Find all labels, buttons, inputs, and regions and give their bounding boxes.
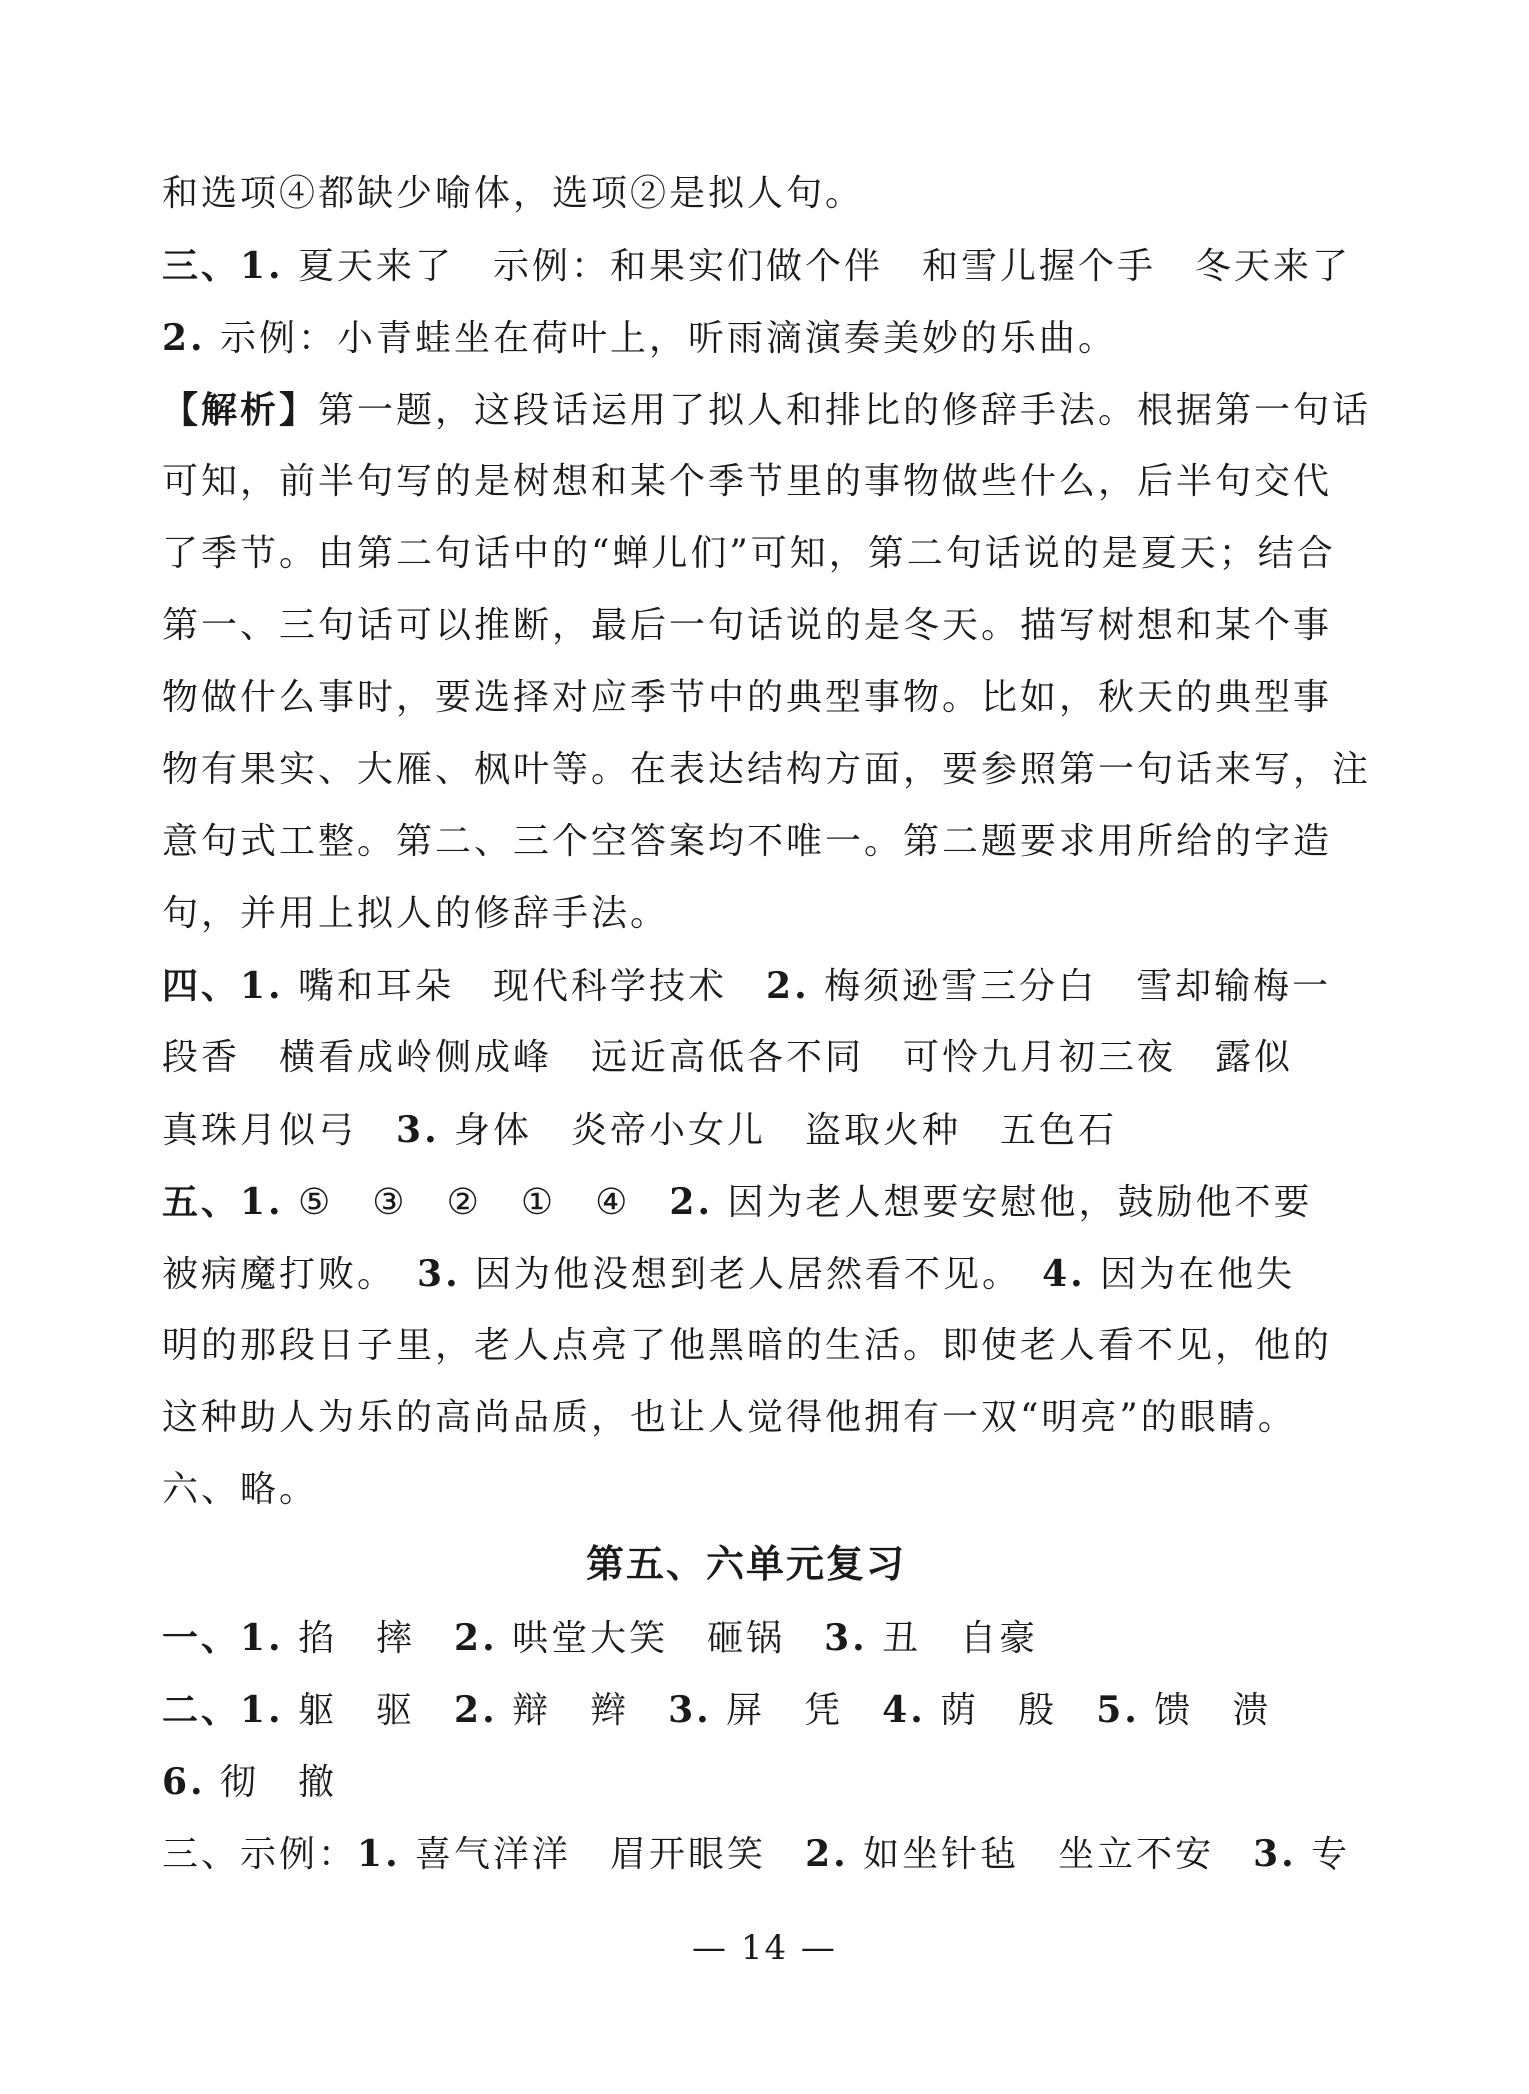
- line-text: 明的那段日子里，老人点亮了他黑暗的生活。即使老人看不见，他的: [162, 1325, 1333, 1366]
- line-text: 可知，前半句写的是树想和某个季节里的事物做些什么，后半句交代: [162, 461, 1333, 502]
- question-number: 四、1.: [162, 965, 284, 1007]
- analysis-label: 【解析】: [162, 389, 319, 431]
- question-number: 2.: [454, 1617, 498, 1659]
- question-number: 2.: [162, 317, 206, 359]
- text-line: [162, 446, 1333, 518]
- question-number: 2.: [805, 1833, 849, 1875]
- question-number: 三、1.: [162, 245, 284, 287]
- text-line: [162, 1382, 1330, 1454]
- line-text: 梅须逊雪三分白 雪却输梅一: [809, 966, 1332, 1007]
- line-text: 喜气洋洋 眉开眼笑: [400, 1834, 806, 1875]
- question-number: 2.: [454, 1689, 498, 1731]
- text-line: [162, 1094, 1330, 1166]
- line-text: 三、示例：: [162, 1834, 358, 1875]
- text-line: [162, 374, 1372, 446]
- text-line: [162, 158, 1330, 230]
- text-line: [162, 734, 1372, 806]
- line-text: 因为在他失: [1085, 1254, 1296, 1295]
- question-number: 3.: [824, 1617, 868, 1659]
- line-text: 辩 辫: [497, 1690, 669, 1731]
- line-text: 意句式工整。第二、三个空答案均不唯一。第二题要求用所给的字造: [162, 821, 1333, 862]
- answer-text-body: [162, 158, 1372, 1890]
- text-line: [162, 230, 1352, 302]
- line-text: 哄堂大笑 砸锅: [497, 1618, 825, 1659]
- line-text: 了季节。由第二句话中的“蝉儿们”可知，第二句话说的是夏天；结合: [162, 533, 1336, 574]
- text-line: [162, 1238, 1330, 1310]
- question-number: 5.: [1096, 1689, 1140, 1731]
- question-number: 五、1.: [162, 1181, 284, 1223]
- line-text: 第一题，这段话运用了拟人和排比的修辞手法。根据第一句话: [318, 390, 1372, 431]
- line-text: 段香 横看成岭侧成峰 远近高低各不同 可怜九月初三夜 露似: [162, 1037, 1294, 1078]
- line-text: 六、略。: [162, 1469, 319, 1510]
- text-line: [162, 302, 1330, 374]
- line-text: 夏天来了 示例：和果实们做个伴 和雪儿握个手 冬天来了: [283, 246, 1352, 287]
- text-line: [162, 1454, 1330, 1526]
- text-line: [162, 518, 1336, 590]
- section-title: 第五、六单元复习: [585, 1542, 906, 1586]
- line-text: 屏 凭: [711, 1690, 883, 1731]
- text-line: [162, 1310, 1333, 1382]
- line-text: 示例：小青蛙坐在荷叶上，听雨滴演奏美妙的乐曲。: [205, 318, 1118, 359]
- line-text: 句，并用上拟人的修辞手法。: [162, 893, 670, 934]
- line-text: 真珠月似弓: [162, 1110, 397, 1151]
- text-line: [162, 1602, 1330, 1674]
- line-text: 身体 炎帝小女儿 盗取火种 五色石: [439, 1110, 1118, 1151]
- line-text: 因为他没想到老人居然看不见。: [460, 1254, 1043, 1295]
- line-text: 躯 驱: [283, 1690, 455, 1731]
- line-text: 如坐针毡 坐立不安: [848, 1834, 1254, 1875]
- text-line: [162, 1746, 1330, 1818]
- line-text: 馈 溃: [1139, 1690, 1272, 1731]
- text-line: [162, 1674, 1330, 1746]
- line-text: 嘴和耳朵 现代科学技术: [283, 966, 767, 1007]
- line-text: 彻 撤: [205, 1762, 338, 1803]
- question-number: 2.: [766, 965, 810, 1007]
- question-number: 4.: [1042, 1253, 1086, 1295]
- text-line: [162, 1818, 1351, 1890]
- question-number: 二、1.: [162, 1689, 284, 1731]
- question-number: 4.: [882, 1689, 926, 1731]
- question-number: 2.: [669, 1181, 713, 1223]
- line-text: 荫 殷: [925, 1690, 1097, 1731]
- text-line: [162, 1022, 1330, 1094]
- line-text: ⑤ ③ ② ① ④: [283, 1182, 670, 1223]
- line-text: 物做什么事时，要选择对应季节中的典型事物。比如，秋天的典型事: [162, 677, 1333, 718]
- text-line: [162, 662, 1333, 734]
- line-text: 丑 自豪: [867, 1618, 1039, 1659]
- question-number: 1.: [357, 1833, 401, 1875]
- question-number: 3.: [1253, 1833, 1297, 1875]
- line-text: 第一、三句话可以推断，最后一句话说的是冬天。描写树想和某个事: [162, 605, 1333, 646]
- question-number: 3.: [417, 1253, 461, 1295]
- line-text: 这种助人为乐的高尚品质，也让人觉得他拥有一双“明亮”的眼睛。: [162, 1397, 1297, 1438]
- text-line: [162, 878, 1330, 950]
- question-number: 3.: [396, 1109, 440, 1151]
- line-text: 物有果实、大雁、枫叶等。在表达结构方面，要参照第一句话来写，注: [162, 749, 1372, 790]
- text-line: [162, 590, 1333, 662]
- line-text: 和选项④都缺少喻体，选项②是拟人句。: [162, 173, 865, 214]
- question-number: 6.: [162, 1761, 206, 1803]
- question-number: 一、1.: [162, 1617, 284, 1659]
- page-number: — 14 —: [692, 1928, 837, 1968]
- line-text: 被病魔打败。: [162, 1254, 418, 1295]
- line-text: 因为老人想要安慰他，鼓励他不要: [713, 1182, 1313, 1223]
- text-line: [162, 1166, 1330, 1238]
- line-text: 专: [1296, 1834, 1351, 1875]
- line-text: 掐 摔: [283, 1618, 455, 1659]
- question-number: 3.: [668, 1689, 712, 1731]
- text-line: [162, 806, 1333, 878]
- text-line: [162, 950, 1330, 1022]
